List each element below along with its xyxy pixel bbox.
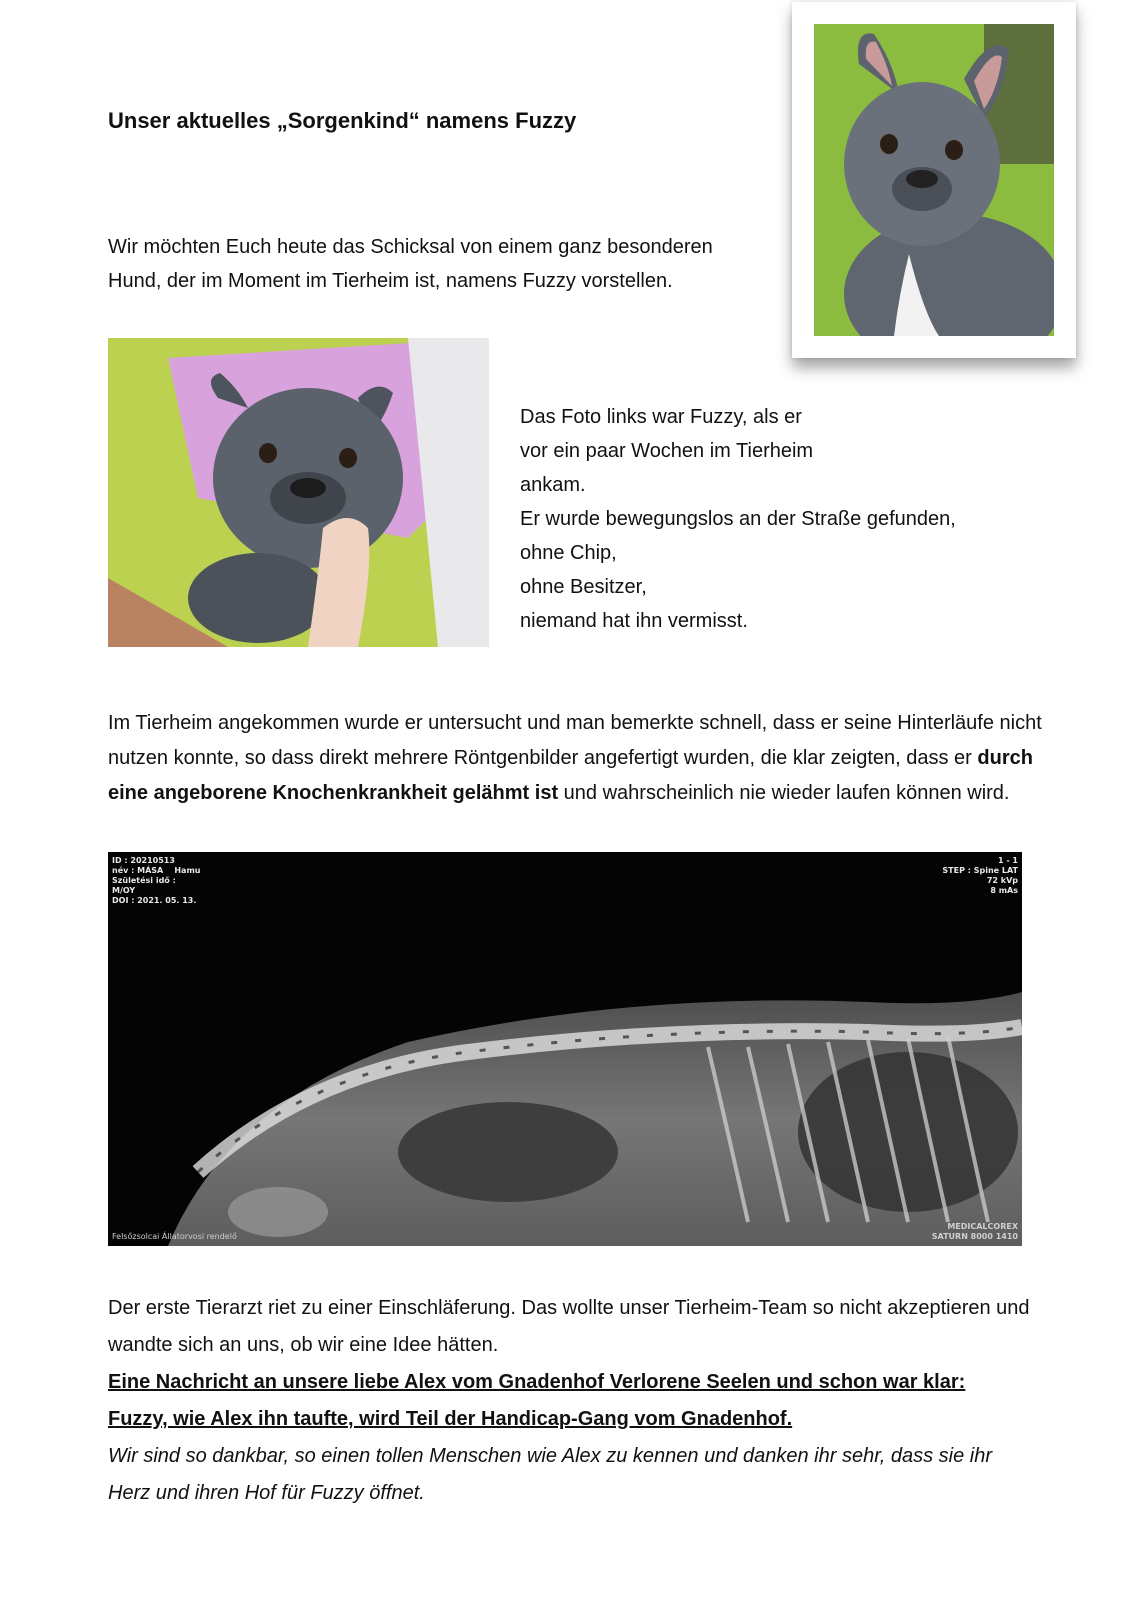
page-title: Unser aktuelles „Sorgenkind“ namens Fuzzy [108,108,577,133]
exam-text-bold: durch eine angeborene Knochenkrankheit gelähmt ist [108,747,1033,804]
xray-device-label: MEDICALCOREX SATURN 8000 1410 [931,1222,1018,1241]
exam-paragraph [108,706,1048,811]
xray-clinic-label: Felsőzsolcai Állatorvosi rendelő [112,1232,237,1241]
intro-line: Hund, der im Moment im Tierheim ist, namens Fuzzy vorstellen. [108,270,673,292]
photo-text-line: ankam. [520,474,586,496]
final-italic-paragraph: Wir sind so dankbar, so einen tollen Menschen wie Alex zu kennen und danken ihr sehr, dass sie ihr Herz und ihren Hof für Fuzzy öffnet. [108,1445,993,1504]
photo-text-line: ohne Besitzer, [520,576,647,598]
photo-text-line: Er wurde bewegungslos an der Straße gefunden, [520,508,956,530]
photo-text-line: niemand hat ihn vermisst. [520,610,748,632]
final-underlined-line-1: Eine Nachricht an unsere liebe Alex vom Gnadenhof Verlorene Seelen und schon war klar: [108,1371,966,1393]
polaroid-dog-photo [792,2,1076,358]
final-section [108,1290,1038,1512]
photo-text-line: vor ein paar Wochen im Tierheim [520,440,814,462]
puppy-illustration [108,338,489,647]
xray-image [108,852,1022,1246]
photo-text-line: Das Foto links war Fuzzy, als er [520,406,802,428]
exam-text-before: Im Tierheim angekommen wurde er untersucht und man bemerkte schnell, dass er seine Hinterläufe nicht nutzen konnte, so dass direkt mehrere Röntgenbilder angefertigt wurden, die klar zeigten, dass er [108,712,1042,769]
final-underlined-line-2: Fuzzy, wie Alex ihn taufte, wird Teil der Handicap-Gang vom Gnadenhof. [108,1408,793,1430]
puppy-photo [108,338,489,647]
photo-text-line: ohne Chip, [520,542,617,564]
xray-meta-left: ID : 20210513 név : MÁSA Hamu Születési idő : M/OY DOI : 2021. 05. 13. [112,856,201,905]
xray-illustration [108,852,1022,1246]
xray-meta-right: 1 - 1 STEP : Spine LAT 72 kVp 8 mAs [942,856,1018,895]
intro-paragraph [108,230,768,298]
dog-portrait-illustration [814,24,1054,336]
final-paragraph: Der erste Tierarzt riet zu einer Einschläferung. Das wollte unser Tierheim-Team so nicht akzeptieren und wandte sich an uns, ob wir eine Idee hätten. [108,1297,1030,1356]
photo-description [520,400,1040,638]
dog-portrait-image [814,24,1054,336]
intro-line: Wir möchten Euch heute das Schicksal von einem ganz besonderen [108,236,713,258]
exam-text-after: und wahrscheinlich nie wieder laufen können wird. [558,782,1010,804]
